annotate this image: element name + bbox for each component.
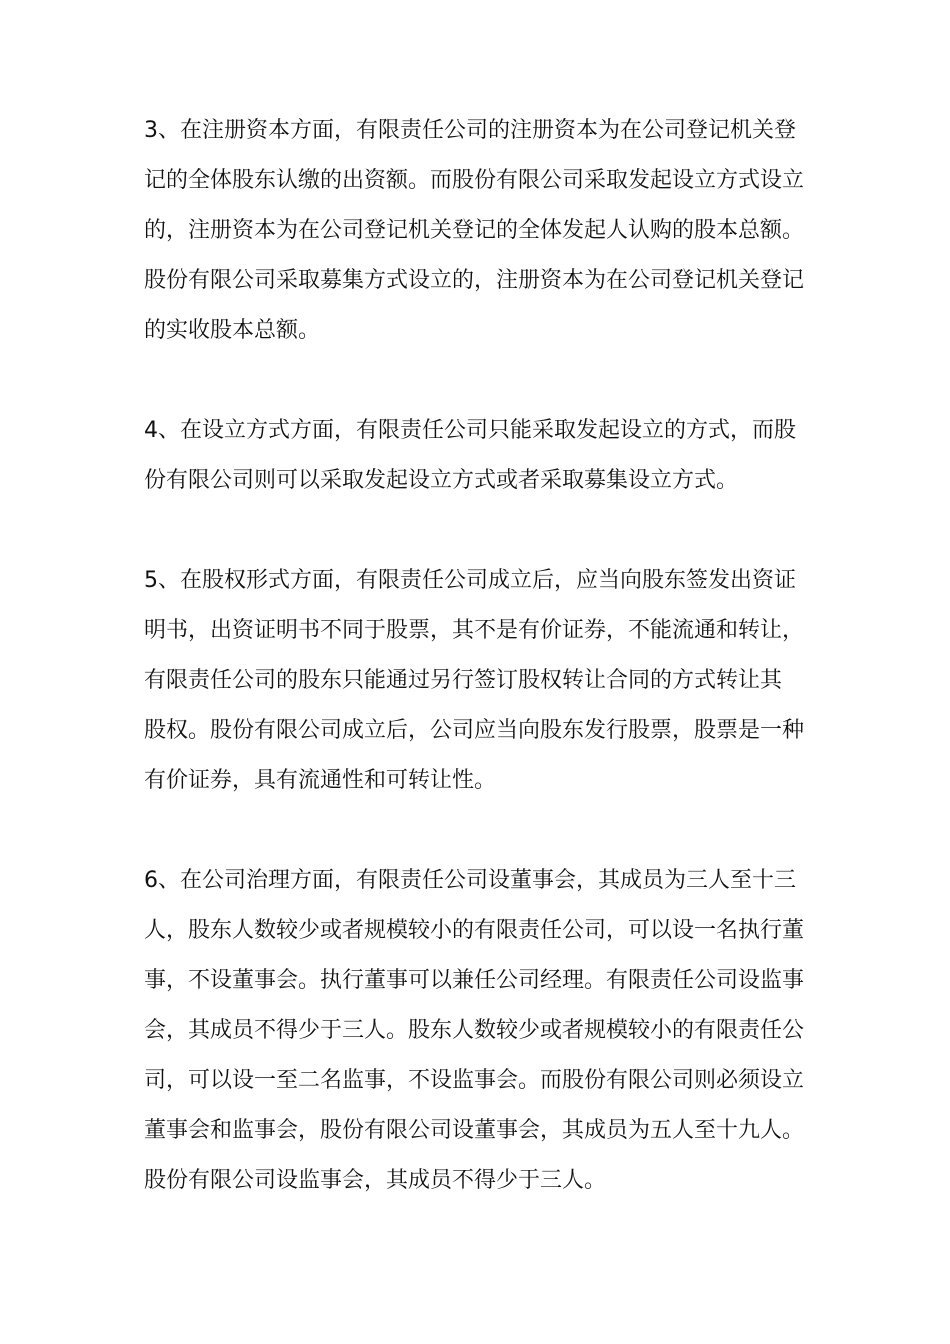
text-line: 份有限公司则可以采取发起设立方式或者采取募集设立方式。 bbox=[144, 468, 739, 493]
paragraph-spacer bbox=[144, 356, 812, 406]
text-line: 明书，出资证明书不同于股票，其不是有价证券，不能流通和转让， bbox=[144, 618, 805, 643]
paragraph-3-registered-capital bbox=[144, 106, 812, 356]
text-line: 会，其成员不得少于三人。股东人数较少或者规模较小的有限责任公 bbox=[144, 1018, 805, 1043]
text-line: 有价证券，具有流通性和可转让性。 bbox=[144, 768, 497, 793]
text-line: 股份有限公司设监事会，其成员不得少于三人。 bbox=[144, 1168, 607, 1193]
text-line: 4、在设立方式方面，有限责任公司只能采取发起设立的方式，而股 bbox=[144, 418, 796, 443]
paragraph-spacer bbox=[144, 506, 812, 556]
text-line: 3、在注册资本方面，有限责任公司的注册资本为在公司登记机关登 bbox=[144, 118, 796, 143]
text-line: 事，不设董事会。执行董事可以兼任公司经理。有限责任公司设监事 bbox=[144, 968, 805, 993]
document-body bbox=[144, 106, 812, 1206]
text-line: 的实收股本总额。 bbox=[144, 318, 321, 343]
paragraph-4-establishment-method bbox=[144, 406, 812, 506]
text-line: 人，股东人数较少或者规模较小的有限责任公司，可以设一名执行董 bbox=[144, 918, 805, 943]
paragraph-spacer bbox=[144, 806, 812, 856]
text-line: 司，可以设一至二名监事，不设监事会。而股份有限公司则必须设立 bbox=[144, 1068, 805, 1093]
text-line: 有限责任公司的股东只能通过另行签订股权转让合同的方式转让其 bbox=[144, 668, 783, 693]
text-line: 股权。股份有限公司成立后，公司应当向股东发行股票，股票是一种 bbox=[144, 718, 805, 743]
text-line: 股份有限公司采取募集方式设立的，注册资本为在公司登记机关登记 bbox=[144, 268, 805, 293]
text-line: 6、在公司治理方面，有限责任公司设董事会，其成员为三人至十三 bbox=[144, 868, 796, 893]
text-line: 的，注册资本为在公司登记机关登记的全体发起人认购的股本总额。 bbox=[144, 218, 805, 243]
text-line: 5、在股权形式方面，有限责任公司成立后，应当向股东签发出资证 bbox=[144, 568, 796, 593]
paragraph-6-corporate-governance bbox=[144, 856, 812, 1206]
text-line: 董事会和监事会，股份有限公司设董事会，其成员为五人至十九人。 bbox=[144, 1118, 805, 1143]
text-line: 记的全体股东认缴的出资额。而股份有限公司采取发起设立方式设立 bbox=[144, 168, 805, 193]
paragraph-5-equity-form bbox=[144, 556, 812, 806]
